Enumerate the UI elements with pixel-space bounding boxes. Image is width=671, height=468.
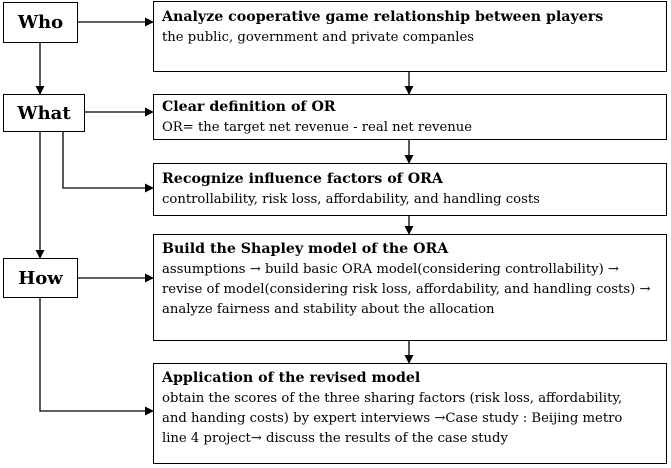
analyze-box — [153, 1, 667, 72]
what-label-text: What — [17, 102, 71, 124]
who-label — [3, 2, 78, 43]
analyze-title: Analyze cooperative game relationship between players — [162, 9, 604, 25]
how-label — [3, 258, 78, 298]
who-label-text: Who — [17, 12, 64, 33]
analyze-line: the public, government and private companles — [162, 30, 475, 45]
how-label-text: How — [18, 267, 63, 289]
application-line-3: line 4 project→ discuss the results of the case study — [162, 431, 508, 446]
definition-box — [153, 94, 667, 140]
definition-line: OR= the target net revenue - real net revenue — [162, 120, 473, 135]
application-title: Application of the revised model — [162, 370, 421, 386]
definition-title: Clear definition of OR — [162, 99, 336, 115]
factors-title: Recognize influence factors of ORA — [162, 171, 443, 187]
arrow-what-factors — [63, 132, 153, 188]
shapley-line-1: assumptions → build basic ORA model(considering controllability) → — [162, 262, 619, 277]
shapley-line-2: revise of model(considering risk loss, affordability, and handling costs) → — [162, 282, 651, 297]
application-box — [153, 363, 667, 464]
factors-line: controllability, risk loss, affordability, and handling costs — [162, 192, 540, 207]
application-line-1: obtain the scores of the three sharing factors (risk loss, affordability, — [162, 391, 623, 406]
shapley-line-3: analyze fairness and stability about the allocation — [162, 302, 495, 317]
shapley-title: Build the Shapley model of the ORA — [162, 241, 449, 257]
arrow-how-application — [40, 298, 153, 411]
application-line-2: and handing costs) by expert interviews →Case study : Beijing metro — [162, 411, 623, 426]
shapley-box — [153, 234, 667, 341]
factors-box — [153, 163, 667, 216]
what-label — [3, 94, 85, 132]
